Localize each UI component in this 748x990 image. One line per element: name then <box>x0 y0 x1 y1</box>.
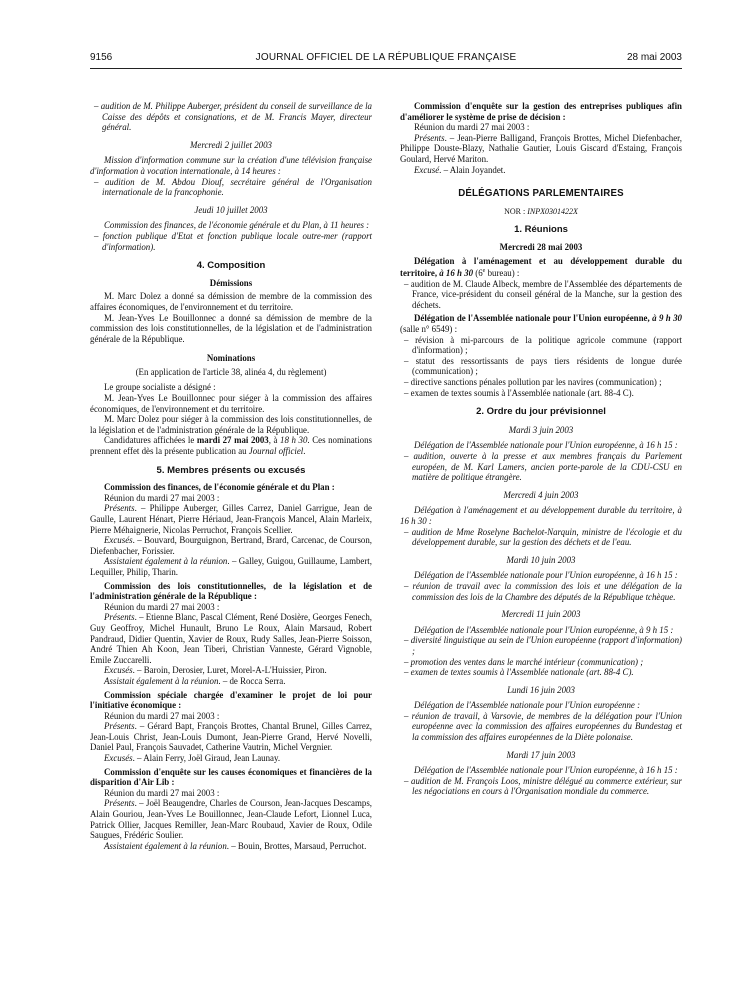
page-header <box>90 50 682 66</box>
paragraph: M. Marc Dolez a donné sa démission de membre de la commission des affaires économiques, de l'environnement et du territoire. <box>90 291 372 312</box>
reunion-line: Réunion du mardi 27 mai 2003 : <box>104 787 220 798</box>
assistants-list: Assistaient également à la réunion. – Bouin, Brottes, Marsaud, Perruchot. <box>104 840 367 851</box>
section-title: 5. Membres présents ou excusés <box>156 464 306 476</box>
list-item: – révision à mi-parcours de la politique agricole commune (rapport d'information) ; <box>404 334 682 356</box>
excuses-list: Excusé. – Alain Joyandet. <box>414 164 506 175</box>
subsection-title: Nominations <box>206 353 256 364</box>
delegation-title: Délégation de l'Assemblée nationale pour l'Union européenne, à 9 h 30 (salle n° 6549) : <box>400 313 682 335</box>
excuses-list: Excusés. – Alain Ferry, Joël Giraud, Jean Launay. <box>104 753 281 764</box>
date-heading: Mardi 17 juin 2003 <box>506 749 576 760</box>
header-rule <box>90 68 682 69</box>
list-item: – réunion de travail avec la commission des lois et une délégation de la commission des lois de la Chambre des députés de la République tchèque. <box>404 580 682 602</box>
list-item: – statut des ressortissants de pays tiers résidents de longue durée (communication) ; <box>404 355 682 377</box>
list-item: – réunion de travail, à Varsovie, de membres de la délégation pour l'Union européenne avec la commission des affaires européennes du Bundestag et la commission des affaires européennes de la Diète polonaise. <box>404 710 682 743</box>
section-title: 4. Composition <box>196 260 266 272</box>
reunion-line: Réunion du mardi 27 mai 2003 : <box>104 710 220 721</box>
right-column <box>400 101 682 797</box>
meeting-heading: Délégation de l'Assemblée nationale pour l'Union européenne : <box>414 700 641 711</box>
paragraph: M. Jean-Yves Le Bouillonnec pour siéger à la commission des affaires économiques, de l'environnement et du territoire. <box>90 393 372 414</box>
reunion-line: Réunion du mardi 27 mai 2003 : <box>414 122 530 133</box>
list-item: – audition, ouverte à la presse et aux membres français du Parlement européen, de M. Karl Lamers, ancien porte-parole de la CDU-CSU en matière de politique étrangère. <box>404 451 682 483</box>
page-number: 9156 <box>90 52 113 63</box>
presents-list: Présents. – Jean-Pierre Balligand, François Brottes, Michel Diefenbacher, Philippe Douste-Blazy, Nathalie Gautier, Louis Giscard d'Estaing, François Goulard, Hervé Mariton. <box>400 132 682 164</box>
paragraph: M. Jean-Yves Le Bouillonnec a donné sa démission de membre de la commission des lois constitutionnelles, de la législation et de l'administration générale de la République. <box>90 312 372 344</box>
paragraph: M. Marc Dolez pour siéger à la commission des lois constitutionnelles, de la législation et de l'administration générale de la République. <box>90 414 372 435</box>
delegations-title: DÉLÉGATIONS PARLEMENTAIRES <box>458 188 624 200</box>
assistants-list: Assistaient également à la réunion. – Galley, Guigou, Guillaume, Lambert, Lequiller, Philip, Tharin. <box>90 556 372 577</box>
delegation-title: Délégation à l'aménagement et au développement durable du territoire, à 16 h 30 (6e bureau) : <box>400 255 682 279</box>
commission-title: Commission spéciale chargée d'examiner le projet de loi pour l'initiative économique : <box>90 689 372 711</box>
meeting-heading: Délégation à l'aménagement et au développement durable du territoire, à 16 h 30 : <box>400 505 682 526</box>
list-item: – audition de M. Philippe Auberger, président du conseil de surveillance de la Caisse des dépôts et consignations, et de M. Francis Mayer, directeur général. <box>94 101 372 133</box>
list-item: – promotion des ventes dans le marché intérieur (communication) ; <box>404 656 644 667</box>
list-item: – audition de M. Abdou Diouf, secrétaire général de l'Organisation internationale de la francophonie. <box>94 176 372 198</box>
date-heading: Mercredi 11 juin 2003 <box>501 609 581 620</box>
presents-list: Présents. – Joël Beaugendre, Charles de Courson, Jean-Jacques Descamps, Alain Gouriou, Jean-Yves Le Bouillonnec, Jean-Claude Lefort, Lionnel Luca, Patrick Ollier, Jacques Remiller, Jean-Marc Roubaud, Xavier de Roux, Odile Saugues, Frédéric Soulier. <box>90 798 372 841</box>
list-item: – audition de M. Claude Albeck, membre de l'Assemblée des départements de France, vice-président du conseil général de la Manche, sur la gestion des déchets. <box>404 278 682 310</box>
meeting-heading: Commission des finances, de l'économie générale et du Plan, à 11 heures : <box>104 220 370 231</box>
date-heading: Mercredi 4 juin 2003 <box>503 489 579 500</box>
list-item: – examen de textes soumis à l'Assemblée nationale (art. 88-4 C). <box>404 387 634 398</box>
date-heading: Mercredi 2 juillet 2003 <box>190 139 272 150</box>
commission-title: Commission d'enquête sur les causes économiques et financières de la disparition d'Air Lib : <box>90 766 372 788</box>
left-column <box>90 101 372 851</box>
assistants-list: Assistait également à la réunion. – de Rocca Serra. <box>104 675 286 686</box>
commission-title: Commission d'enquête sur la gestion des entreprises publiques afin d'améliorer le système de prise de décision : <box>400 101 682 122</box>
list-item: – directive sanctions pénales pollution par les navires (communication) ; <box>404 377 662 388</box>
reunion-line: Réunion du mardi 27 mai 2003 : <box>104 492 220 503</box>
excuses-list: Excusés. – Bouvard, Bourguignon, Bertrand, Brard, Carcenac, de Courson, Diefenbacher, Forissier. <box>90 535 372 556</box>
meeting-heading: Délégation de l'Assemblée nationale pour l'Union européenne, à 16 h 15 : <box>414 765 678 776</box>
date-heading: Mercredi 28 mai 2003 <box>499 241 583 252</box>
subsection-title: Démissions <box>209 277 253 288</box>
presents-list: Présents. – Gérard Bapt, François Brottes, Chantal Brunel, Gilles Carrez, Jean-Louis Christ, Jean-Louis Dumont, Jean-Pierre Grand, Hervé Novelli, Daniel Paul, François Sauvadet, Catherine Vautrin, Michel Vergnier. <box>90 721 372 753</box>
reunion-line: Réunion du mardi 27 mai 2003 : <box>104 601 220 612</box>
paragraph: Le groupe socialiste a désigné : <box>104 382 216 393</box>
meeting-heading: Délégation de l'Assemblée nationale pour l'Union européenne, à 16 h 15 : <box>414 440 678 451</box>
section-title: 1. Réunions <box>514 224 568 236</box>
excuses-list: Excusés. – Baroin, Derosier, Luret, Morel-A-L'Huissier, Piron. <box>104 665 327 676</box>
meeting-heading: Délégation de l'Assemblée nationale pour l'Union européenne, à 16 h 15 : <box>414 570 678 581</box>
date-heading: Mardi 3 juin 2003 <box>508 424 574 435</box>
date-heading: Jeudi 10 juillet 2003 <box>194 204 268 215</box>
nor-reference: NOR : INPX0301422X <box>504 206 578 216</box>
presents-list: Présents. – Etienne Blanc, Pascal Clément, René Dosière, Georges Fenech, Guy Geoffroy, Michel Hunault, Bruno Le Roux, Alain Marsaud, Robert Pandraud, Didier Quentin, Xavier de Roux, Rudy Salles, Jean-Pierre Soisson, André Thien Ah Koon, Jean Tiberi, Christian Vanneste, Gérard Vignoble, Emile Zuccarelli. <box>90 612 372 665</box>
date-heading: Mardi 10 juin 2003 <box>506 554 576 565</box>
list-item: – audition de M. François Loos, ministre délégué au commerce extérieur, sur les négociations en cours à l'Organisation mondiale du commerce. <box>404 775 682 797</box>
list-item: – fonction publique d'Etat et fonction publique locale outre-mer (rapport d'information). <box>94 230 372 252</box>
commission-title: Commission des finances, de l'économie générale et du Plan : <box>104 482 335 493</box>
presents-list: Présents. – Philippe Auberger, Gilles Carrez, Daniel Garrigue, Jean de Gaulle, Laurent Hénart, Pierre Hériaud, Jean-François Mancel, Alain Marleix, Pierre Méhaignerie, Nicolas Perruchot, François Scellier. <box>90 503 372 535</box>
list-item: – examen de textes soumis à l'Assemblée nationale (art. 88-4 C). <box>404 667 634 678</box>
list-item: – audition de Mme Roselyne Bachelot-Narquin, ministre de l'écologie et du développement durable, sur la gestion des déchets et de l'eau. <box>404 526 682 548</box>
meeting-heading: Mission d'information commune sur la création d'une télévision française d'information à vocation internationale, à 14 heures : <box>90 155 372 176</box>
journal-title: JOURNAL OFFICIEL DE LA RÉPUBLIQUE FRANÇAISE <box>255 52 517 63</box>
commission-title: Commission des lois constitutionnelles, de la législation et de l'administration générale de la République : <box>90 580 372 602</box>
list-item: – diversité linguistique au sein de l'Union européenne (rapport d'information) ; <box>404 635 682 656</box>
candidatures-paragraph: Candidatures affichées le mardi 27 mai 2003, à 18 h 30. Ces nominations prennent effet dès la présente publication au Journal officiel. <box>90 435 372 457</box>
issue-date: 28 mai 2003 <box>626 52 682 63</box>
date-heading: Lundi 16 juin 2003 <box>507 684 575 695</box>
section-title: 2. Ordre du jour prévisionnel <box>476 406 606 418</box>
nominations-note: (En application de l'article 38, alinéa 4, du règlement) <box>135 366 327 377</box>
meeting-heading: Délégation de l'Assemblée nationale pour l'Union européenne, à 9 h 15 : <box>414 624 674 635</box>
